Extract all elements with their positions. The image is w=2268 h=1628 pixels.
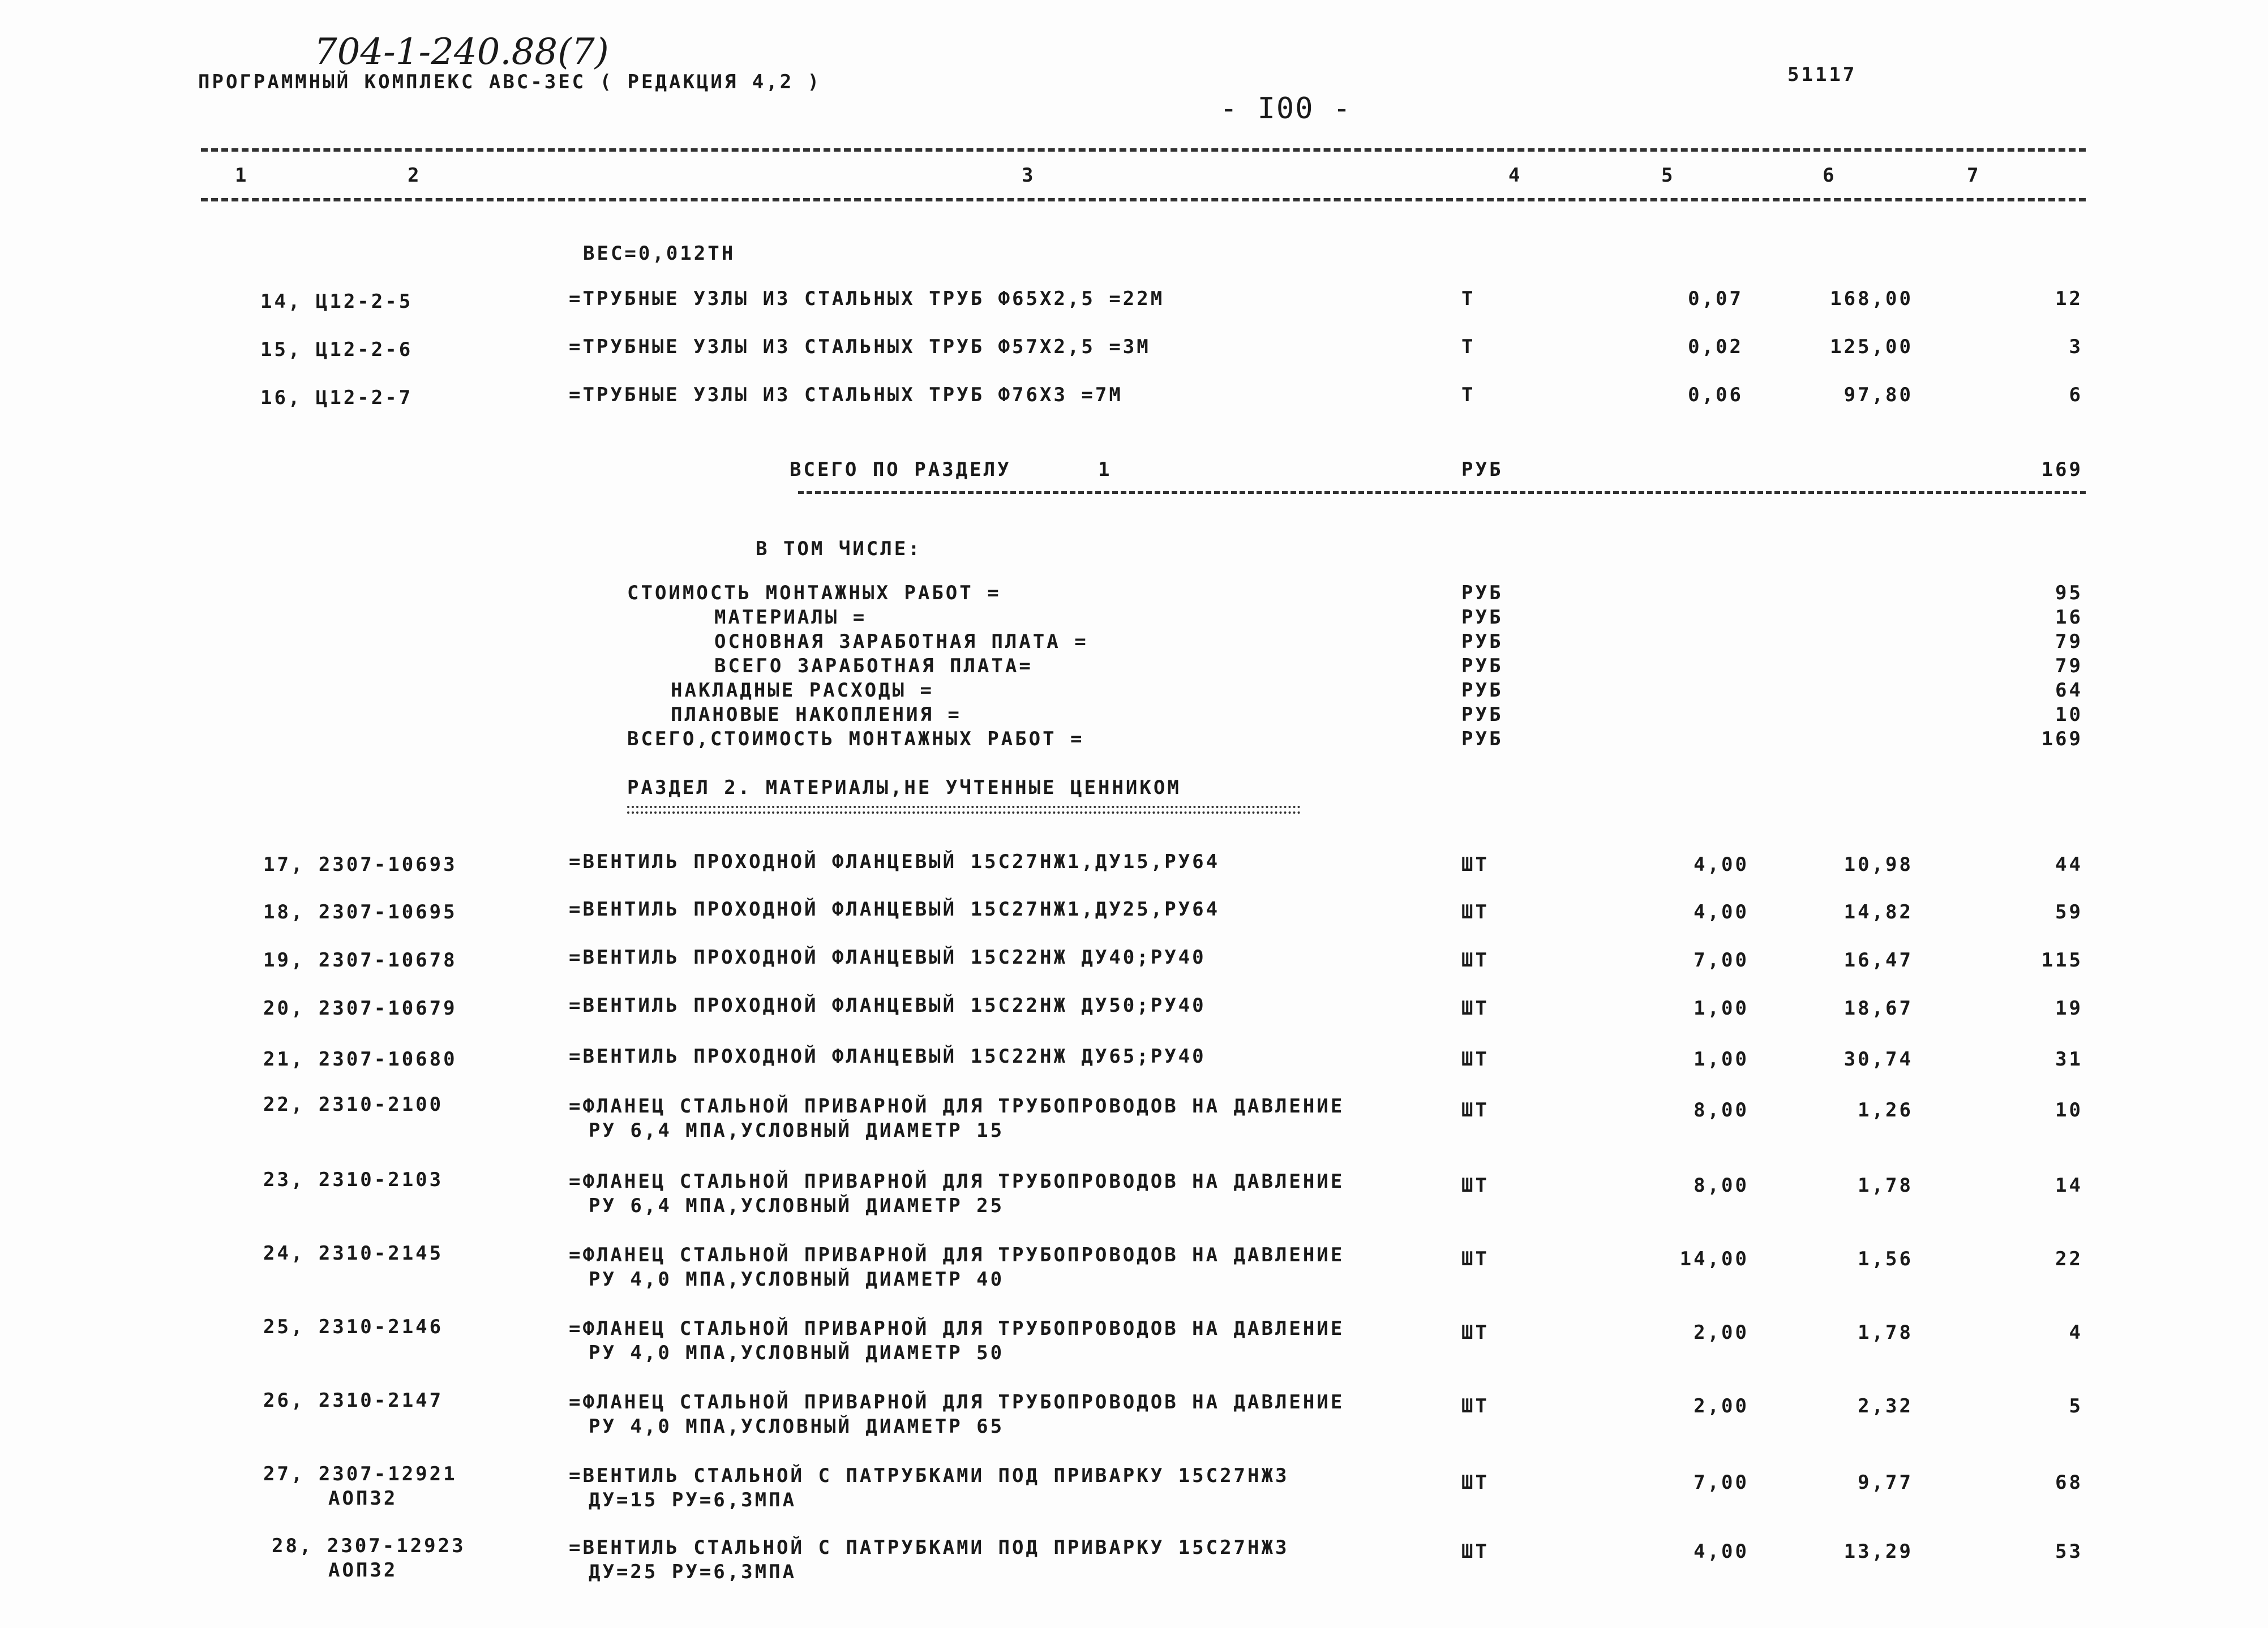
row-price: 1,78 [1858, 1174, 1913, 1197]
incl-label: СТОИМОСТЬ МОНТАЖНЫХ РАБОТ = [627, 582, 1001, 604]
row-price: 2,32 [1858, 1395, 1913, 1417]
incl-label: ОСНОВНАЯ ЗАРАБОТНАЯ ПЛАТА = [714, 630, 1088, 653]
column-header-5: 5 [1661, 164, 1675, 187]
row-total: 53 [2055, 1540, 2083, 1563]
section-total-label: ВСЕГО ПО РАЗДЕЛУ [790, 458, 1011, 481]
section-total-value: 169 [2041, 458, 2083, 481]
row-unit: ШТ [1461, 1248, 1489, 1270]
row-description: =ВЕНТИЛЬ ПРОХОДНОЙ ФЛАНЦЕВЫЙ 15С27НЖ1,ДУ25,РУ64 [569, 898, 1220, 921]
row-quantity: 1,00 [1694, 1048, 1749, 1071]
row-total: 59 [2055, 901, 2083, 923]
section-total-rule [798, 491, 2086, 494]
row-price: 16,47 [1843, 949, 1913, 972]
row-total: 115 [2041, 949, 2083, 972]
row-unit: ШТ [1461, 1471, 1489, 1494]
row-quantity: 0,07 [1688, 287, 1743, 310]
row-number: 15, Ц12-2-6 [260, 338, 413, 361]
row-price: 1,56 [1858, 1248, 1913, 1270]
row-unit: ШТ [1461, 1099, 1489, 1122]
section2-title: РАЗДЕЛ 2. МАТЕРИАЛЫ,НЕ УЧТЕННЫЕ ЦЕННИКОМ [627, 776, 1181, 799]
row-number: 24, 2310-2145 [263, 1242, 444, 1265]
row-quantity: 8,00 [1694, 1099, 1749, 1122]
column-header-6: 6 [1823, 164, 1837, 187]
row-unit: Т [1461, 384, 1476, 406]
row-unit: ШТ [1461, 949, 1489, 972]
row-description: =ТРУБНЫЕ УЗЛЫ ИЗ СТАЛЬНЫХ ТРУБ Ф57Х2,5 =3М [569, 336, 1151, 358]
row-number: 26, 2310-2147 [263, 1389, 444, 1412]
incl-unit: РУБ [1461, 606, 1503, 629]
incl-unit: РУБ [1461, 582, 1503, 604]
incl-value: 79 [2055, 630, 2083, 653]
row-total: 44 [2055, 853, 2083, 876]
row-price: 14,82 [1843, 901, 1913, 923]
row-unit: ШТ [1461, 901, 1489, 923]
row-price: 9,77 [1858, 1471, 1913, 1494]
incl-label: ВСЕГО ЗАРАБОТНАЯ ПЛАТА= [714, 655, 1033, 677]
incl-unit: РУБ [1461, 703, 1503, 726]
row-quantity: 0,06 [1688, 384, 1743, 406]
row-description: =ТРУБНЫЕ УЗЛЫ ИЗ СТАЛЬНЫХ ТРУБ Ф65Х2,5 =22М [569, 287, 1165, 310]
row-quantity: 7,00 [1694, 949, 1749, 972]
header-top-rule [201, 148, 2086, 152]
row-unit: Т [1461, 336, 1476, 358]
row-number: 22, 2310-2100 [263, 1093, 444, 1116]
row-number: 16, Ц12-2-7 [260, 386, 413, 409]
row-quantity: 4,00 [1694, 901, 1749, 923]
row-price: 97,80 [1843, 384, 1913, 406]
row-unit: ШТ [1461, 1174, 1489, 1197]
incl-value: 79 [2055, 655, 2083, 677]
row-description: =ВЕНТИЛЬ ПРОХОДНОЙ ФЛАНЦЕВЫЙ 15С27НЖ1,ДУ15,РУ64 [569, 850, 1220, 873]
row-number: 17, 2307-10693 [263, 853, 457, 876]
incl-label: ВСЕГО,СТОИМОСТЬ МОНТАЖНЫХ РАБОТ = [627, 728, 1084, 750]
row-price: 125,00 [1830, 336, 1913, 358]
row-unit: Т [1461, 287, 1476, 310]
incl-unit: РУБ [1461, 679, 1503, 702]
row-total: 10 [2055, 1099, 2083, 1122]
row-description-cont: РУ 4,0 МПА,УСЛОВНЫЙ ДИАМЕТР 65 [589, 1415, 1005, 1438]
row-number-cont: АОП32 [328, 1487, 398, 1510]
row-description: =ВЕНТИЛЬ СТАЛЬНОЙ С ПАТРУБКАМИ ПОД ПРИВАРКУ 15С27НЖ3 [569, 1536, 1289, 1559]
column-header-7: 7 [1967, 164, 1981, 187]
row-unit: ШТ [1461, 1048, 1489, 1071]
incl-value: 169 [2041, 728, 2083, 750]
row-description-cont: ДУ=15 РУ=6,3МПА [589, 1489, 797, 1511]
column-header-4: 4 [1508, 164, 1523, 187]
row-quantity: 1,00 [1694, 997, 1749, 1020]
row-description-cont: РУ 4,0 МПА,УСЛОВНЫЙ ДИАМЕТР 50 [589, 1342, 1005, 1364]
row-price: 168,00 [1830, 287, 1913, 310]
handwritten-doc-number: 704-1-240.88(7) [314, 31, 609, 73]
row-number: 21, 2307-10680 [263, 1048, 457, 1071]
row-unit: ШТ [1461, 853, 1489, 876]
incl-value: 95 [2055, 582, 2083, 604]
row-total: 19 [2055, 997, 2083, 1020]
row-quantity: 2,00 [1694, 1321, 1749, 1344]
column-header-1: 1 [235, 164, 249, 187]
row-number: 28, 2307-12923 [272, 1535, 466, 1557]
row-quantity: 2,00 [1694, 1395, 1749, 1417]
row-description: =ФЛАНЕЦ СТАЛЬНОЙ ПРИВАРНОЙ ДЛЯ ТРУБОПРОВОДОВ НА ДАВЛЕНИЕ [569, 1244, 1345, 1266]
row-total: 5 [2069, 1395, 2083, 1417]
incl-unit: РУБ [1461, 655, 1503, 677]
row-total: 68 [2055, 1471, 2083, 1494]
row-description-cont: РУ 6,4 МПА,УСЛОВНЫЙ ДИАМЕТР 25 [589, 1195, 1005, 1217]
row-unit: ШТ [1461, 1540, 1489, 1563]
row-description: =ВЕНТИЛЬ ПРОХОДНОЙ ФЛАНЦЕВЫЙ 15С22НЖ ДУ65;РУ40 [569, 1045, 1206, 1068]
section-total-unit: РУБ [1461, 458, 1503, 481]
weight-note: ВЕС=0,012ТН [583, 242, 736, 265]
incl-value: 10 [2055, 703, 2083, 726]
incl-title: В ТОМ ЧИСЛЕ: [756, 538, 922, 560]
row-number: 23, 2310-2103 [263, 1169, 444, 1191]
row-price: 13,29 [1843, 1540, 1913, 1563]
row-quantity: 0,02 [1688, 336, 1743, 358]
incl-label: ПЛАНОВЫЕ НАКОПЛЕНИЯ = [671, 703, 962, 726]
row-total: 4 [2069, 1321, 2083, 1344]
row-total: 12 [2055, 287, 2083, 310]
section2-underline [627, 806, 1301, 814]
incl-value: 16 [2055, 606, 2083, 629]
row-price: 1,26 [1858, 1099, 1913, 1122]
row-number: 25, 2310-2146 [263, 1316, 444, 1338]
header-bottom-rule [201, 198, 2086, 201]
row-description-cont: РУ 4,0 МПА,УСЛОВНЫЙ ДИАМЕТР 40 [589, 1268, 1005, 1291]
column-header-2: 2 [408, 164, 422, 187]
row-number: 20, 2307-10679 [263, 997, 457, 1020]
row-number: 18, 2307-10695 [263, 901, 457, 923]
row-price: 18,67 [1843, 997, 1913, 1020]
row-description-cont: РУ 6,4 МПА,УСЛОВНЫЙ ДИАМЕТР 15 [589, 1119, 1005, 1142]
row-unit: ШТ [1461, 1321, 1489, 1344]
page-number: - I00 - [1220, 92, 1352, 126]
row-price: 30,74 [1843, 1048, 1913, 1071]
section-total-number: 1 [1098, 458, 1112, 481]
row-description: =ТРУБНЫЕ УЗЛЫ ИЗ СТАЛЬНЫХ ТРУБ Ф76Х3 =7М [569, 384, 1123, 406]
row-quantity: 4,00 [1694, 1540, 1749, 1563]
row-total: 31 [2055, 1048, 2083, 1071]
row-quantity: 8,00 [1694, 1174, 1749, 1197]
incl-label: НАКЛАДНЫЕ РАСХОДЫ = [671, 679, 934, 702]
row-unit: ШТ [1461, 997, 1489, 1020]
row-description: =ВЕНТИЛЬ ПРОХОДНОЙ ФЛАНЦЕВЫЙ 15С22НЖ ДУ50;РУ40 [569, 994, 1206, 1017]
incl-unit: РУБ [1461, 630, 1503, 653]
row-number-cont: АОП32 [328, 1559, 398, 1582]
row-quantity: 4,00 [1694, 853, 1749, 876]
row-price: 1,78 [1858, 1321, 1913, 1344]
row-description: =ВЕНТИЛЬ СТАЛЬНОЙ С ПАТРУБКАМИ ПОД ПРИВАРКУ 15С27НЖ3 [569, 1464, 1289, 1487]
row-description: =ФЛАНЕЦ СТАЛЬНОЙ ПРИВАРНОЙ ДЛЯ ТРУБОПРОВОДОВ НА ДАВЛЕНИЕ [569, 1170, 1345, 1193]
column-header-3: 3 [1022, 164, 1036, 187]
row-number: 27, 2307-12921 [263, 1463, 457, 1485]
row-quantity: 7,00 [1694, 1471, 1749, 1494]
row-description: =ВЕНТИЛЬ ПРОХОДНОЙ ФЛАНЦЕВЫЙ 15С22НЖ ДУ40;РУ40 [569, 946, 1206, 969]
row-price: 10,98 [1843, 853, 1913, 876]
document-code: 51117 [1787, 63, 1857, 86]
row-number: 14, Ц12-2-5 [260, 290, 413, 313]
row-total: 6 [2069, 384, 2083, 406]
incl-label: МАТЕРИАЛЫ = [714, 606, 867, 629]
row-description: =ФЛАНЕЦ СТАЛЬНОЙ ПРИВАРНОЙ ДЛЯ ТРУБОПРОВОДОВ НА ДАВЛЕНИЕ [569, 1391, 1345, 1414]
row-quantity: 14,00 [1679, 1248, 1749, 1270]
incl-value: 64 [2055, 679, 2083, 702]
incl-unit: РУБ [1461, 728, 1503, 750]
program-header: ПРОГРАММНЫЙ КОМПЛЕКС АВС-ЗЕС ( РЕДАКЦИЯ 4,2 ) [198, 71, 822, 93]
row-total: 22 [2055, 1248, 2083, 1270]
row-number: 19, 2307-10678 [263, 949, 457, 972]
row-total: 14 [2055, 1174, 2083, 1197]
row-description: =ФЛАНЕЦ СТАЛЬНОЙ ПРИВАРНОЙ ДЛЯ ТРУБОПРОВОДОВ НА ДАВЛЕНИЕ [569, 1317, 1345, 1340]
row-total: 3 [2069, 336, 2083, 358]
row-description-cont: ДУ=25 РУ=6,3МПА [589, 1561, 797, 1583]
row-description: =ФЛАНЕЦ СТАЛЬНОЙ ПРИВАРНОЙ ДЛЯ ТРУБОПРОВОДОВ НА ДАВЛЕНИЕ [569, 1095, 1345, 1118]
row-unit: ШТ [1461, 1395, 1489, 1417]
